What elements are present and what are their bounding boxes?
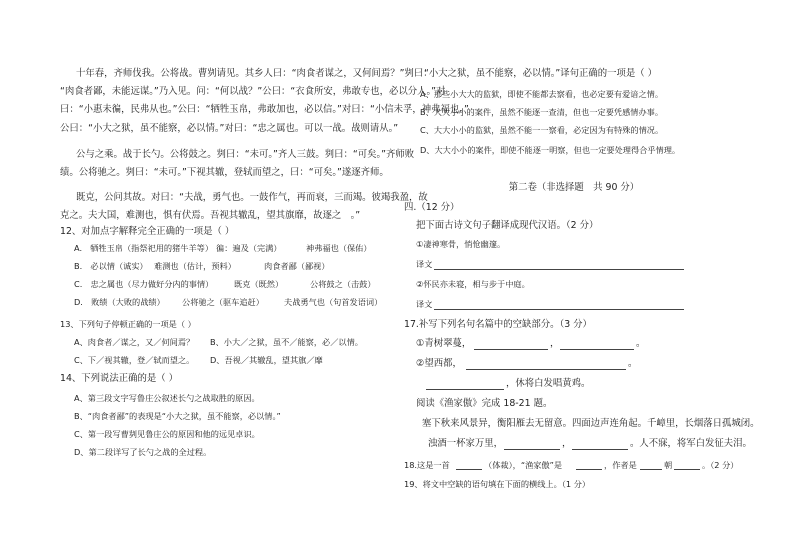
q15-option-d: D、大大小小的案件，即使不能逐一明察，但也一定要处理得合乎情理。 (420, 145, 681, 155)
q16-yiwen-label-1: 译文 (416, 259, 433, 269)
q17-comma-1: ， (550, 338, 560, 349)
q16-sentence-1: ①凄神寒骨，悄怆幽邃。 (416, 239, 506, 249)
q12-c-part1: C. 忠之属也（尽力做好分内的事情） (74, 279, 214, 289)
q13-option-c: C、下／视其辙，登／轼而望之。 (74, 355, 195, 365)
q18-blank-author[interactable] (674, 469, 700, 470)
question-13-stem: 13、下列句子停顿正确的一项是（ ） (60, 319, 196, 329)
q16-sentence-2: ②怀民亦未寝，相与步于中庭。 (416, 279, 530, 289)
q12-a-part2: 徧：遍及（完满） (216, 243, 282, 253)
question-14-stem: 14、下列说法正确的是（ ） (60, 373, 179, 384)
q17-item-3-tail: ，休将白发唱黄鸡。 (506, 378, 591, 389)
q12-b-part3: 肉食者鄙（鄙视） (264, 261, 330, 271)
q12-d-part3: 夫战勇气也（句首发语词） (284, 297, 383, 307)
q18-author: ，作者是 (604, 460, 637, 470)
q17-blank-1[interactable] (474, 349, 548, 350)
q12-a-part1: A. 牺牲玉帛（指祭祀用的猪牛羊等） (74, 243, 214, 253)
q14-option-c: C、第一段写曹刿见鲁庄公的原因和他的远见卓识。 (74, 429, 260, 439)
q12-a-part3: 神弗福也（保佑） (306, 243, 372, 253)
q17-blank-4[interactable] (426, 389, 504, 390)
q15-option-a: A、那些小大大的监狱，即使不能都去察看，也必定要有爱谙之情。 (420, 89, 664, 99)
q16-answer-line-2[interactable] (434, 309, 684, 310)
question-16-stem: 把下面古诗文句子翻译成现代汉语。（2 分） (416, 220, 599, 231)
passage-line: 既克，公问其故。对曰：“夫战，勇气也。一鼓作气，再而衰，三而竭。彼竭我盈，故 (76, 192, 428, 203)
q17-period-1: 。 (636, 338, 646, 349)
q18-blank-name[interactable] (576, 469, 602, 470)
q18-prefix: 18.这是一首 (404, 460, 450, 470)
passage-line: 十年春，齐师伐我。公将战。曹刿请见。其乡人曰：“肉食者谋之，又何间焉？”刿曰： (76, 68, 433, 79)
q14-option-b: B、“肉食者鄙”的表现是“小大之狱，虽不能察，必以情。” (74, 411, 281, 421)
q18-blank-dynasty[interactable] (640, 469, 662, 470)
poem-line-2c: 。人不寐，将军白发征夫泪。 (630, 438, 752, 449)
q16-yiwen-label-2: 译文 (416, 299, 433, 309)
q17-item-2: ②望西都， (416, 358, 462, 369)
q17-item-1: ①青树翠蔓， (416, 338, 472, 349)
passage-line: 公曰：“小大之狱，虽不能察，必以情。”对曰：“忠之属也。可以一战。战则请从。” (60, 123, 399, 134)
q17-blank-2[interactable] (560, 349, 634, 350)
q14-option-a: A、第三段文字写鲁庄公叙述长勺之战取胜的原因。 (74, 393, 260, 403)
poem-line-1: 塞下秋来风景异，衡阳雁去无留意。四面边声连角起。千嶂里，长烟落日孤城闭。 (422, 418, 760, 429)
q18-dynasty-suffix: 朝 (664, 460, 673, 470)
section-four-heading: 四.（12 分） (404, 202, 460, 213)
q12-c-part3: 公将鼓之（击鼓） (310, 279, 376, 289)
poem-blank-1[interactable] (504, 449, 560, 450)
q18-points: 。（2 分） (702, 460, 739, 470)
question-19-stem: 19、将文中空缺的语句填在下面的横线上。（1 分） (404, 479, 591, 489)
q14-option-d: D、第二段详写了长勺之战的全过程。 (74, 447, 212, 457)
q16-answer-line-1[interactable] (434, 269, 684, 270)
q12-b-part2: 难测也（估计，预料） (154, 261, 236, 271)
q18-blank-genre[interactable] (456, 469, 482, 470)
passage-line: 克之。夫大国，难测也，惧有伏焉。吾视其辙乱，望其旗靡，故逐之 。” (60, 210, 361, 221)
q13-option-a: A、肉食者／谋之，又／何间焉？ (74, 337, 195, 347)
q17-blank-3[interactable] (466, 369, 626, 370)
reading-instruction: 阅读《渔家傲》完成 18-21 题。 (416, 398, 553, 409)
passage-line: 绩。公将驰之。刿曰：“未可。”下视其辙，登轼而望之，曰：“可矣。”遂逐齐师。 (60, 167, 389, 178)
q12-c-part2: 既克（既然） (234, 279, 284, 289)
question-12-stem: 12、对加点字解释完全正确的一项是（ ） (60, 226, 235, 237)
poem-comma: ， (562, 438, 572, 449)
q17-period-2: 。 (628, 358, 638, 369)
part-two-title: 第二卷（非选择题 共 90 分） (508, 182, 640, 193)
q18-mid: （体裁），“渔家傲”是 (484, 460, 563, 470)
poem-blank-2[interactable] (572, 449, 628, 450)
passage-line: 公与之乘。战于长勺。公将鼓之。刿曰：“未可。”齐人三鼓。刿曰：“可矣。”齐师败 (76, 149, 415, 160)
passage-line: “肉食者鄙，未能远谋。”乃入见。问：“何以战？”公曰：“衣食所安，弗敢专也，必以分人。”对 (60, 86, 446, 97)
q12-d-part1: D. 败绩（大败的战绩） (74, 297, 165, 307)
q15-option-c: C、大大小小的监狱，虽然不能一一察看，必定因为有特殊的情况。 (420, 125, 664, 135)
q13-option-b: B、小大／之狱，虽不／能察，必／以情。 (210, 337, 363, 347)
q12-b-part1: B. 必以情（诚实） (74, 261, 148, 271)
question-17-stem: 17.补写下列名句名篇中的空缺部分。（3 分） (404, 319, 592, 330)
q13-option-d: D、吾视／其辙乱，望其旗／靡 (210, 355, 323, 365)
poem-line-2a: 浊酒一杯家万里， (428, 438, 504, 449)
question-15-stem: “小大之狱，虽不能察，必以情。”译句正确的一项是（ ） (424, 68, 658, 79)
passage-line: 曰：“小惠未徧，民弗从也。”公曰：“牺牲玉帛，弗敢加也，必以信。”对曰：“小信未孚，神弗福也。” (60, 104, 469, 115)
q12-d-part2: 公将驰之（驱车追赶） (182, 297, 264, 307)
q15-option-b: B、大大小小的案件，虽然不能逐一查清，但也一定要凭感情办事。 (420, 107, 664, 117)
